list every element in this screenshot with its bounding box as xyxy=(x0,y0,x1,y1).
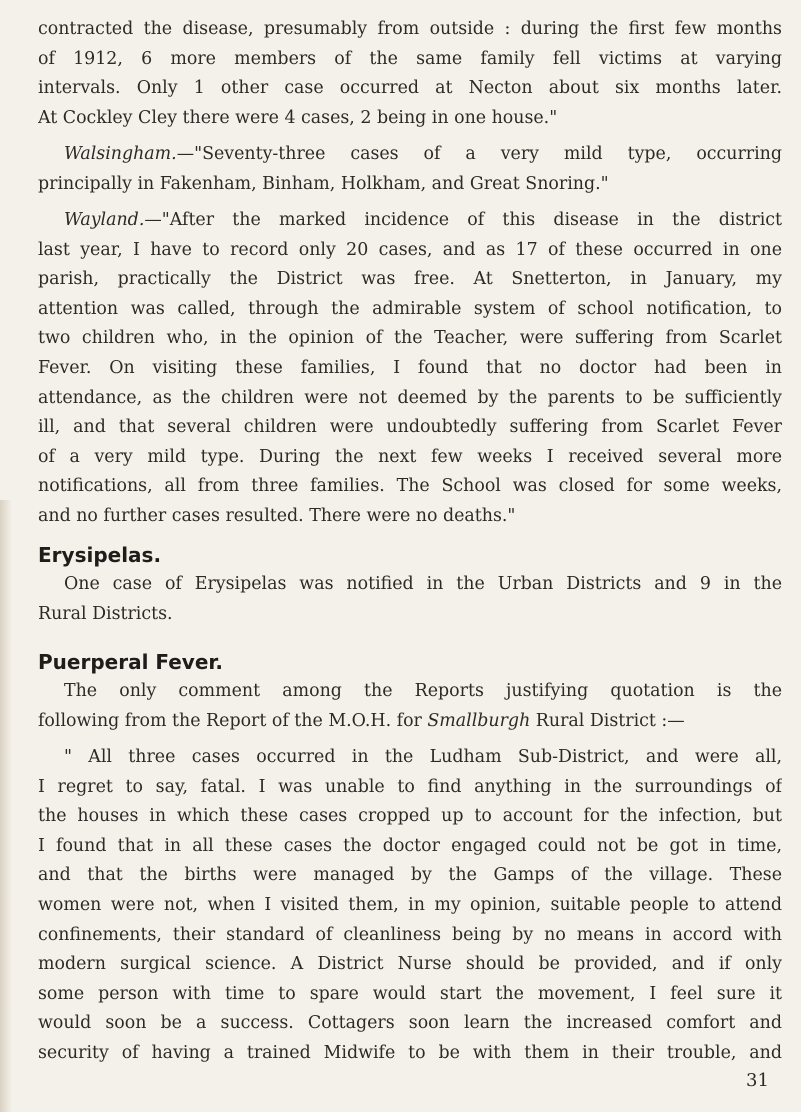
text-line: and that the births were managed by the Gamps of the village. These xyxy=(38,865,782,885)
text-line: attendance, as the children were not deemed by the parents to be sufficiently xyxy=(38,388,782,408)
text-line: ill, and that several children were undoubtedly suffering from Scarlet Fever xyxy=(38,417,782,437)
text-span: —"Seventy-three cases of a very mild type, occurring xyxy=(176,144,782,164)
place-name: Wayland. xyxy=(64,210,145,230)
text-span: Rural District :— xyxy=(530,711,685,731)
text-line: One case of Erysipelas was notified in the Urban Districts and 9 in the xyxy=(64,574,782,594)
text-line: I regret to say, fatal. I was unable to find anything in the surroundings of xyxy=(38,777,782,797)
text-line: " All three cases occurred in the Ludham Sub-District, and were all, xyxy=(64,747,782,767)
text-line: Rural Districts. xyxy=(38,604,173,624)
text-line: security of having a trained Midwife to be with them in their trouble, and xyxy=(38,1043,782,1063)
section-heading-erysipelas: Erysipelas. xyxy=(38,543,162,567)
text-span: following from the Report of the M.O.H. for xyxy=(38,711,428,731)
text-line: attention was called, through the admirable system of school notification, to xyxy=(38,299,782,319)
text-span: —"After the marked incidence of this disease in the district xyxy=(144,210,782,230)
text-line: contracted the disease, presumably from outside : during the first few months xyxy=(38,19,782,39)
text-line: modern surgical science. A District Nurse should be provided, and if only xyxy=(38,954,782,974)
text-line: some person with time to spare would start the movement, I feel sure it xyxy=(38,984,782,1004)
text-line: of 1912, 6 more members of the same family fell victims at varying xyxy=(38,49,782,69)
section-heading-puerperal-fever: Puerperal Fever. xyxy=(38,650,224,674)
text-line: last year, I have to record only 20 cases, and as 17 of these occurred in one xyxy=(38,240,782,260)
text-line: At Cockley Cley there were 4 cases, 2 being in one house." xyxy=(38,108,558,128)
text-line: notifications, all from three families. The School was closed for some weeks, xyxy=(38,476,782,496)
text-line: the houses in which these cases cropped up to account for the infection, but xyxy=(38,806,782,826)
text-line: parish, practically the District was free. At Snetterton, in January, my xyxy=(38,269,782,289)
page-number: 31 xyxy=(746,1070,769,1091)
text-line: intervals. Only 1 other case occurred at Necton about six months later. xyxy=(38,78,782,98)
text-line: of a very mild type. During the next few weeks I received several more xyxy=(38,447,782,467)
text-line: Fever. On visiting these families, I found that no doctor had been in xyxy=(38,358,782,378)
text-line: confinements, their standard of cleanliness being by no means in accord with xyxy=(38,925,782,945)
text-line: The only comment among the Reports justifying quotation is the xyxy=(64,681,782,701)
text-line: principally in Fakenham, Binham, Holkham, and Great Snoring." xyxy=(38,174,609,194)
place-name: Smallburgh xyxy=(427,711,531,731)
puerperal-line2 xyxy=(38,708,782,734)
wayland-line1 xyxy=(64,207,782,233)
place-name: Walsingham. xyxy=(64,144,177,164)
page-gutter-shadow xyxy=(0,500,12,1112)
text-line: women were not, when I visited them, in my opinion, suitable people to attend xyxy=(38,895,782,915)
text-line: and no further cases resulted. There were no deaths." xyxy=(38,506,516,526)
text-line: would soon be a success. Cottagers soon learn the increased comfort and xyxy=(38,1013,782,1033)
text-line: two children who, in the opinion of the Teacher, were suffering from Scarlet xyxy=(38,328,782,348)
text-line: I found that in all these cases the doctor engaged could not be got in time, xyxy=(38,836,782,856)
walsingham-line1 xyxy=(64,141,782,167)
